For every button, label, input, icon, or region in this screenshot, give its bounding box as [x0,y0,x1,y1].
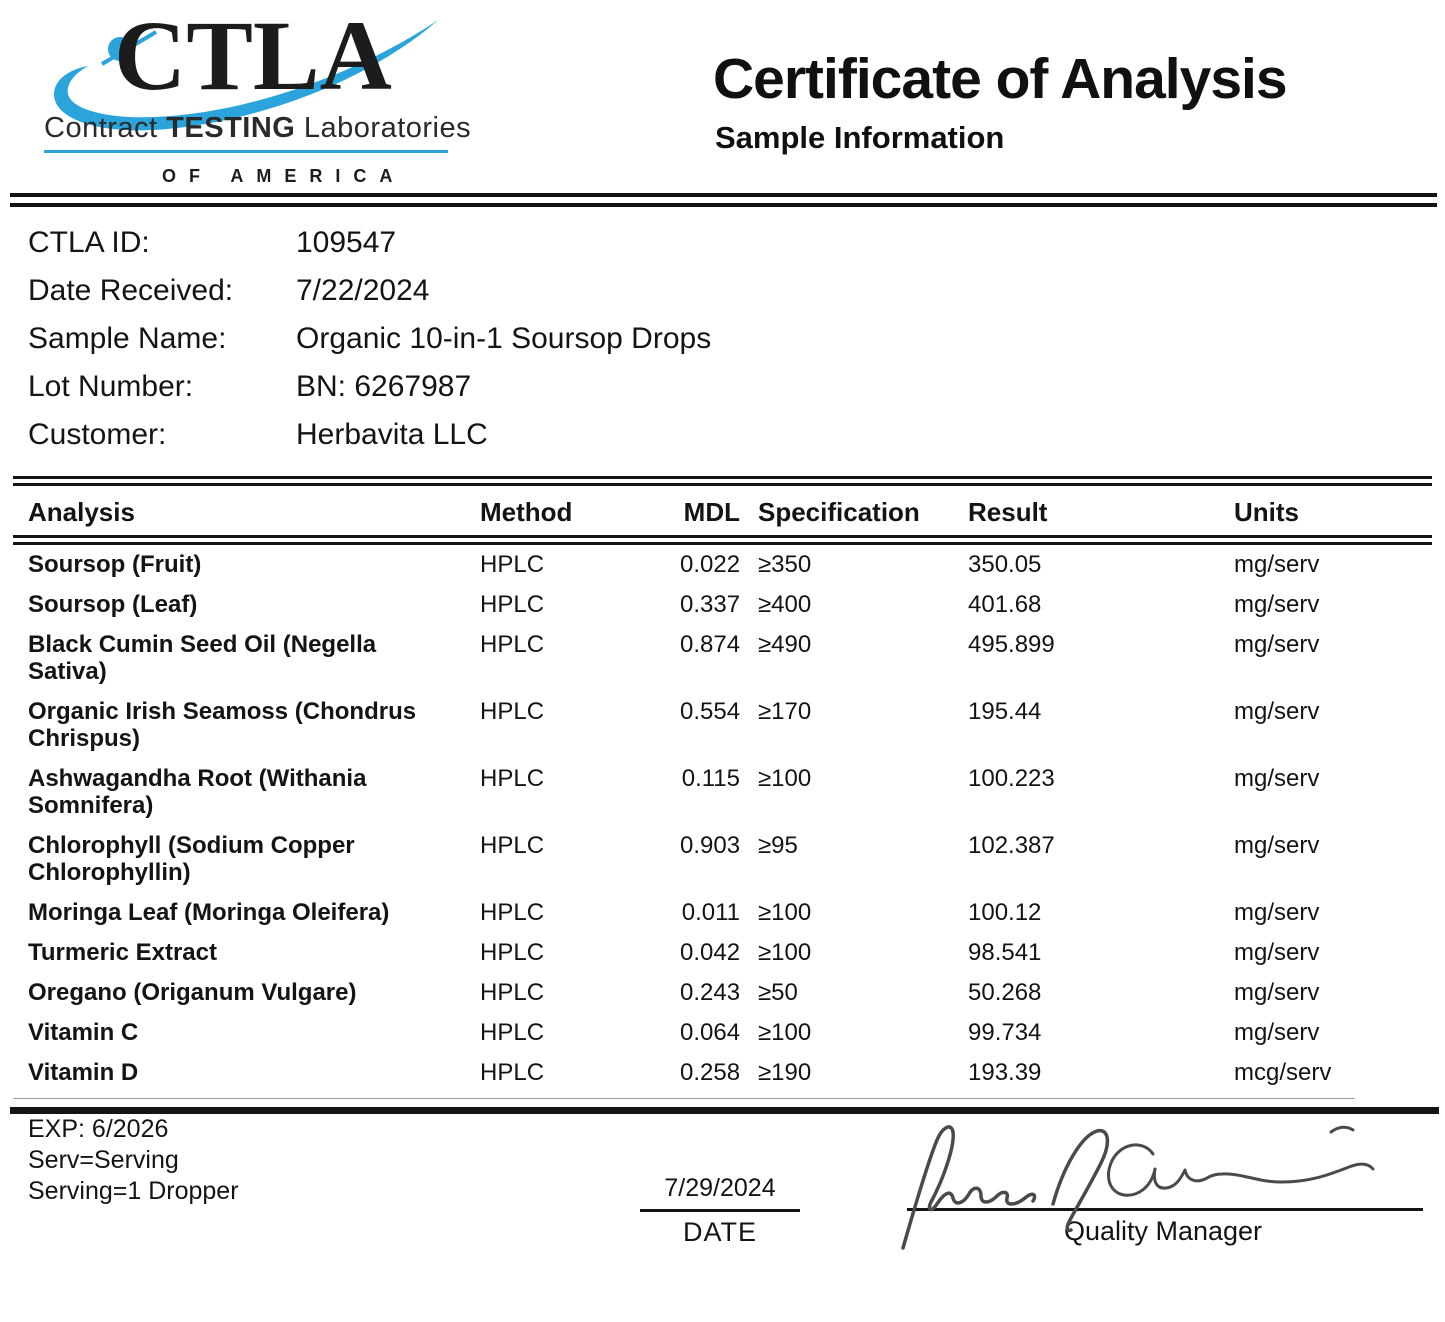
cell-units: mg/serv [1234,631,1320,658]
cell-result: 350.05 [968,551,1042,578]
cell-units: mg/serv [1234,939,1320,966]
cell-specification: ≥50 [758,979,798,1006]
cell-units: mg/serv [1234,591,1320,618]
cell-result: 100.12 [968,899,1042,926]
cell-specification: ≥100 [758,765,812,792]
cell-method: HPLC [480,1059,545,1086]
cell-method: HPLC [480,698,545,725]
cell-analysis: Chlorophyll (Sodium Copper Chlorophyllin) [28,832,355,886]
cell-method: HPLC [480,765,545,792]
logo-tagline-suffix: Laboratories [295,112,472,144]
cell-mdl: 0.554 [680,698,741,725]
cell-result: 401.68 [968,591,1042,618]
cell-result: 102.387 [968,832,1055,859]
cell-result: 195.44 [968,698,1042,725]
footer-note: Serv=Serving [28,1146,179,1174]
table-row [0,1013,1445,1053]
column-header-units: Units [1234,497,1299,527]
cell-method: HPLC [480,591,545,618]
table-body [0,545,1445,1093]
footer-note: EXP: 6/2026 [28,1115,169,1143]
signed-date: 7/29/2024 [640,1174,800,1212]
sample-info-value: 7/22/2024 [296,274,430,307]
cell-analysis: Vitamin C [28,1019,139,1046]
analysis-results-table [0,476,1445,1114]
cell-units: mcg/serv [1234,1059,1332,1086]
table-row [0,826,1445,893]
sample-info-row [28,363,1405,411]
cell-specification: ≥100 [758,939,812,966]
sample-info-label: Customer: [28,418,167,451]
logo-tagline [44,112,472,145]
sample-info-label: Lot Number: [28,370,194,403]
column-header-analysis: Analysis [28,497,135,527]
table-row [0,585,1445,625]
sample-info-value: BN: 6267987 [296,370,472,403]
cell-mdl: 0.258 [680,1059,741,1086]
cell-mdl: 0.022 [680,551,741,578]
sample-info-label: Sample Name: [28,322,227,355]
table-bottom-thick-rule [10,1107,1439,1114]
sample-info-row [28,219,1405,267]
cell-specification: ≥100 [758,1019,812,1046]
cell-analysis: Moringa Leaf (Moringa Oleifera) [28,899,390,926]
sample-info-value: Organic 10-in-1 Soursop Drops [296,322,712,355]
cell-analysis: Turmeric Extract [28,939,217,966]
quality-manager-signature-block [903,1120,1423,1300]
document-titles [713,46,1287,156]
table-top-rule [13,476,1432,486]
sample-info-row [28,411,1405,459]
column-header-spec: Specification [758,497,920,527]
table-row [0,893,1445,933]
table-row [0,1053,1445,1093]
cell-mdl: 0.064 [680,1019,741,1046]
table-bottom-thin-rule [13,1098,1355,1099]
cell-result: 193.39 [968,1059,1042,1086]
column-header-result: Result [968,497,1048,527]
signature-icon [885,1116,1405,1276]
column-header-mdl: MDL [683,497,740,527]
sample-info-label: CTLA ID: [28,226,150,259]
cell-specification: ≥95 [758,832,798,859]
logo-acronym: CTLA [114,0,392,111]
cell-method: HPLC [480,631,545,658]
cell-units: mg/serv [1234,832,1320,859]
signature-role-label: Quality Manager [1063,1216,1263,1246]
cell-result: 98.541 [968,939,1042,966]
cell-mdl: 0.243 [680,979,741,1006]
cell-specification: ≥170 [758,698,812,725]
cell-analysis: Soursop (Leaf) [28,591,198,618]
cell-result: 99.734 [968,1019,1042,1046]
cell-mdl: 0.337 [680,591,741,618]
cell-analysis: Organic Irish Seamoss (Chondrus Chrispus) [28,698,417,752]
sample-info-label: Date Received: [28,274,234,307]
cell-units: mg/serv [1234,551,1320,578]
cell-mdl: 0.115 [681,765,740,792]
cell-mdl: 0.042 [680,939,741,966]
cell-units: mg/serv [1234,899,1320,926]
cell-units: mg/serv [1234,1019,1320,1046]
page-subtitle: Sample Information [715,120,1005,155]
table-row [0,759,1445,826]
sample-info-row [28,267,1405,315]
cell-analysis: Vitamin D [28,1059,139,1086]
cell-specification: ≥350 [758,551,812,578]
cell-specification: ≥190 [758,1059,812,1086]
cell-mdl: 0.011 [681,899,740,926]
column-header-method: Method [480,497,573,527]
cell-result: 100.223 [968,765,1055,792]
table-row [0,692,1445,759]
cell-mdl: 0.903 [680,832,741,859]
sample-info [28,219,1405,459]
cell-specification: ≥490 [758,631,812,658]
cell-analysis: Oregano (Origanum Vulgare) [28,979,357,1006]
cell-method: HPLC [480,1019,545,1046]
cell-mdl: 0.874 [680,631,741,658]
date-label: DATE [682,1217,757,1247]
table-header-row [0,486,1445,535]
cell-specification: ≥100 [758,899,812,926]
footer-note: Serving=1 Dropper [28,1177,239,1205]
page-title: Certificate of Analysis [713,47,1287,111]
logo-subtagline: OF AMERICA [162,166,406,186]
cell-result: 495.899 [968,631,1055,658]
cell-units: mg/serv [1234,765,1320,792]
sample-info-row [28,315,1405,363]
cell-specification: ≥400 [758,591,812,618]
logo-tagline-prefix: Contract [44,112,167,144]
footer-notes [28,1114,239,1207]
sample-info-value: 109547 [296,226,397,259]
table-row [0,625,1445,692]
cell-method: HPLC [480,979,545,1006]
sample-info-value: Herbavita LLC [296,418,488,451]
table-row [0,545,1445,585]
table-row [0,973,1445,1013]
cell-units: mg/serv [1234,698,1320,725]
ctla-logo [14,0,472,196]
cell-analysis: Soursop (Fruit) [28,551,202,578]
header-divider [10,193,1437,207]
cell-analysis: Ashwagandha Root (Withania Somnifera) [28,765,367,819]
cell-method: HPLC [480,899,545,926]
cell-method: HPLC [480,939,545,966]
date-signature-block [640,1174,800,1248]
table-header-rule [13,535,1432,545]
cell-analysis: Black Cumin Seed Oil (Negella Sativa) [28,631,377,685]
cell-method: HPLC [480,832,545,859]
logo-tagline-bold: TESTING [166,112,296,144]
table-row [0,933,1445,973]
cell-result: 50.268 [968,979,1042,1006]
cell-method: HPLC [480,551,545,578]
cell-units: mg/serv [1234,979,1320,1006]
